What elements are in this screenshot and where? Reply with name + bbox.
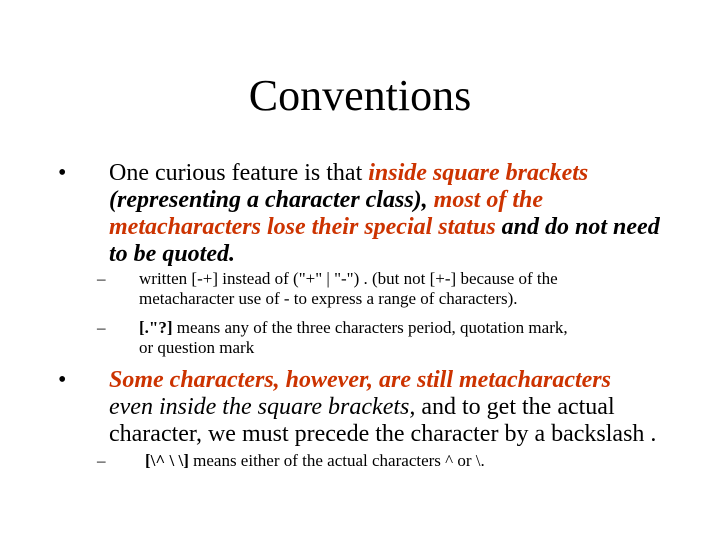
subbullet-text xyxy=(139,318,699,358)
bullet-2 xyxy=(58,367,698,449)
bullet-line xyxy=(109,187,709,214)
subbullet-line: written [-+] instead of ("+" | "-") . (but not [+-] because of the xyxy=(139,269,558,288)
subbullet-line: or question mark xyxy=(139,338,255,357)
emphasis-text: metacharacters lose their special status xyxy=(109,214,496,240)
text-run: means either of the actual characters ^ or \. xyxy=(188,451,485,470)
code-text: [\^ \ \] xyxy=(145,451,189,470)
emphasis-text: to be quoted. xyxy=(109,241,235,267)
subbullet-line xyxy=(139,318,699,338)
subbullet-marker: – xyxy=(97,269,106,288)
subbullet-text xyxy=(139,269,699,309)
slide-title: Conventions xyxy=(248,71,472,120)
bullet-line xyxy=(109,241,709,268)
bullet-line xyxy=(109,394,709,421)
subbullet-marker: – xyxy=(97,318,106,337)
emphasis-text: Some characters, however, are still metacharacters xyxy=(109,367,611,393)
bullet-marker: • xyxy=(58,367,67,393)
bullet-1 xyxy=(58,160,698,270)
emphasis-text: most of the xyxy=(433,187,543,213)
bullet-line xyxy=(109,160,709,187)
subbullet-line: metacharacter use of - to express a range of characters). xyxy=(139,289,518,308)
code-text: [."?] xyxy=(139,318,173,337)
text-run: One curious feature is that xyxy=(109,160,369,186)
bullet-line xyxy=(109,367,709,394)
emphasis-text: (representing a character class), xyxy=(109,187,428,213)
text-run: and to get the actual xyxy=(415,394,615,420)
bullet-line xyxy=(109,214,709,241)
subbullet-2 xyxy=(97,318,697,360)
emphasis-text: and do not need xyxy=(495,214,660,240)
text-run: means any of the three characters period, quotation mark, xyxy=(172,318,568,337)
subbullet-text xyxy=(145,451,705,471)
subbullet-3 xyxy=(97,451,697,473)
emphasis-text: inside square brackets xyxy=(368,160,589,186)
subbullet-line xyxy=(145,451,705,471)
bullet-text xyxy=(109,367,709,448)
bullet-marker: • xyxy=(58,160,67,186)
bullet-text xyxy=(109,160,709,268)
subbullet-marker: – xyxy=(97,451,106,470)
subbullet-1 xyxy=(97,269,697,311)
emphasis-text: even inside the square brackets, xyxy=(109,394,416,420)
bullet-line: character, we must precede the character by a backslash . xyxy=(109,421,657,447)
